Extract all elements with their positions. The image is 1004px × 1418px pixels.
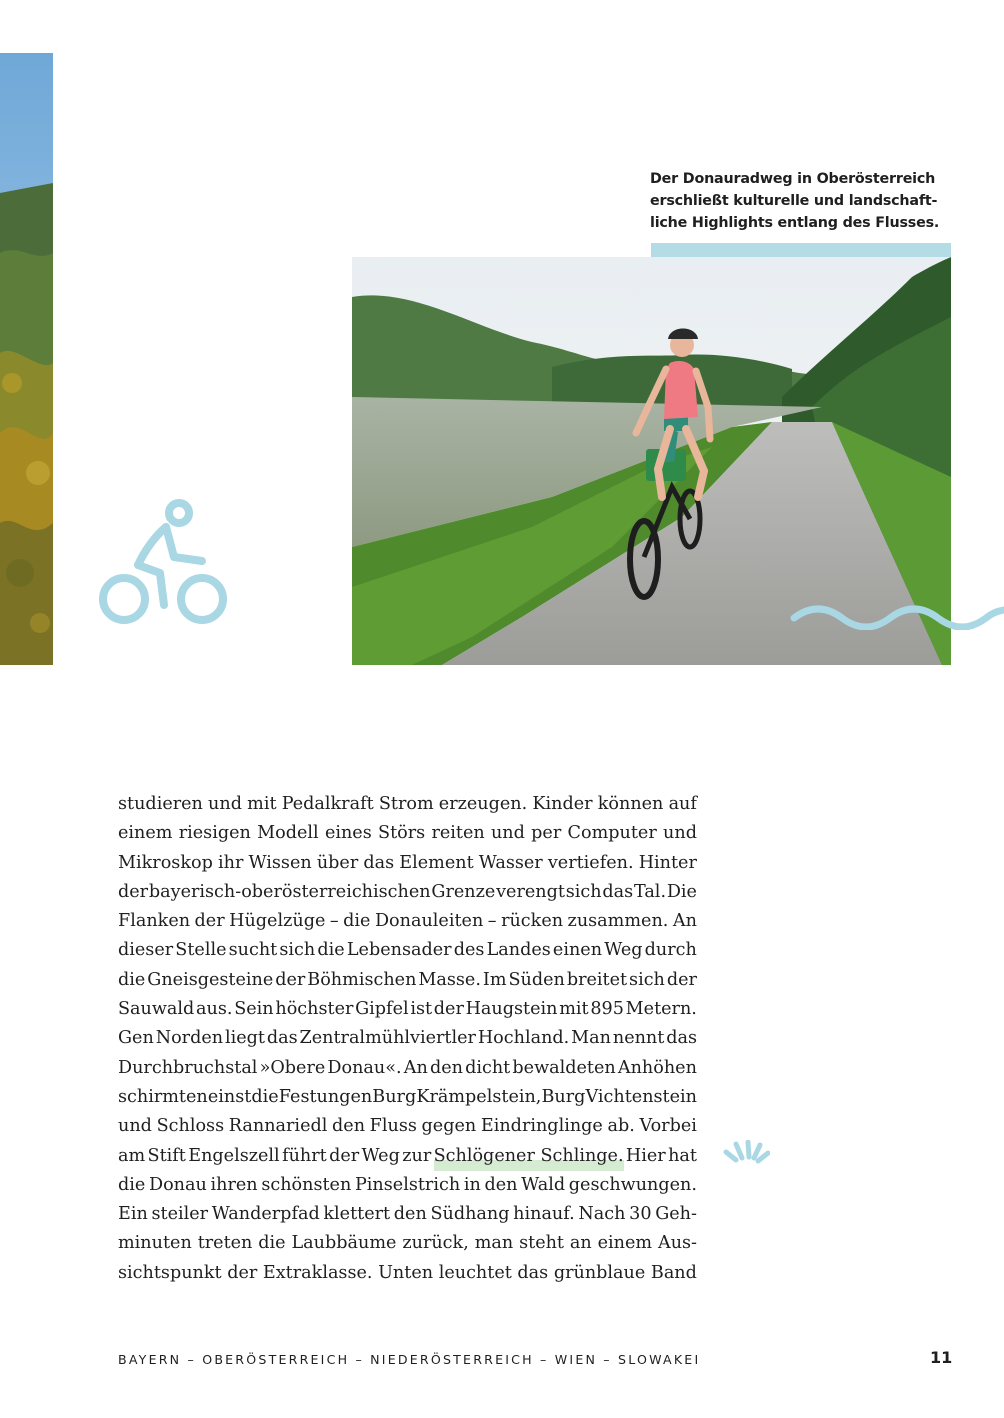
word: steht [519,1233,565,1254]
word: eines [324,823,372,844]
word: Kinder [532,794,593,814]
word: steiler [151,1204,209,1225]
word: Laubbäume [291,1233,397,1254]
word: Burg [372,1086,417,1107]
word: Computer [567,823,657,844]
caption-line: Der Donauradweg in Oberösterreich [650,171,936,187]
word: und [118,1116,152,1137]
word: Strom [378,794,434,814]
word: Element [399,852,474,873]
word: der [118,881,149,902]
word: erzeugen. [438,794,528,814]
word: ihren [210,1174,258,1195]
word: Störs [378,823,426,844]
word: Ein [118,1204,148,1225]
page-number: 11 [930,1348,953,1367]
word: Krämpelstein, [416,1086,542,1107]
caption-line: liche Highlights entlang des Flusses. [650,215,940,231]
word: Gneisgesteine [147,969,274,990]
word: Wanderpfad [211,1204,320,1225]
word: grünblaue [553,1262,646,1283]
word: und [663,823,697,844]
word: der [227,1262,258,1283]
word: einem [597,1233,653,1254]
word: ihr [217,852,244,873]
word: auf [668,794,697,814]
word: Engelszell [188,1145,280,1166]
word: Mikroskop [118,852,213,873]
body-line [118,1259,697,1288]
word: einst [207,1086,252,1107]
word: schönsten [261,1174,352,1195]
word: sich [629,969,665,990]
body-line [118,995,697,1024]
word: gegen [421,1116,477,1137]
word: Haugstein [465,999,558,1020]
word: liegt [224,1028,265,1049]
word: treten [197,1233,253,1254]
word: ist [410,999,433,1020]
word: Aus- [657,1233,697,1254]
word: höchster [275,999,354,1020]
word: können [597,794,664,814]
word: an [569,1233,592,1254]
word: An [403,1057,428,1078]
word: Stelle [175,940,227,961]
word: am [118,1145,146,1166]
word: Weg [604,940,643,961]
word: der [329,1145,360,1166]
word: Lebensader [346,940,452,961]
word: Gipfel [355,999,409,1020]
word: Tal. [633,881,667,902]
body-line [118,1200,697,1229]
word: – [329,911,339,932]
word: Pedalkraft [281,794,374,814]
body-line [118,1024,697,1053]
word: aus. [196,999,233,1020]
caption-line: erschließt kulturelle und landschaft- [650,193,938,209]
word: riesigen [178,823,251,844]
body-line [118,907,697,936]
word: das [266,1028,298,1049]
word: in [463,1174,481,1195]
word: die [118,969,146,990]
word: Stift [147,1145,186,1166]
word: Wissen [248,852,312,873]
word: einem [118,823,173,844]
word: schirmten [118,1086,208,1107]
word: der [275,969,306,990]
word: Hier [625,1145,666,1166]
word: Hügelzüge [229,911,326,932]
word: die [118,1174,146,1195]
word: Durchbruchstal [118,1057,258,1078]
word: »Obere [259,1057,326,1078]
word: zurück, [402,1233,469,1254]
word: geschwungen. [568,1174,697,1195]
body-line [118,1083,697,1112]
body-line [118,1142,697,1171]
word: über [316,852,359,873]
word: vertiefen. [547,852,634,873]
word: Donauleiten [374,911,484,932]
word: Man [571,1028,611,1049]
word: 895 [590,999,624,1020]
word: rücken [501,911,564,932]
word: – [487,911,497,932]
word: breitet [566,969,628,990]
word: der [194,911,225,932]
word: zusammen. [567,911,669,932]
highlighted-place-name: Schlögener Schlinge. [434,1142,624,1171]
word: nennt [612,1028,665,1049]
word: die [317,940,345,961]
word: und [208,794,242,814]
word: Hinter [638,852,697,873]
body-line [118,849,697,878]
word: Nach [578,1204,626,1225]
word: Sauwald [118,999,195,1020]
word: den [332,1116,366,1137]
body-line [118,936,697,965]
word: sich [279,940,316,961]
word: Hochland. [477,1028,570,1049]
word: den [393,1204,427,1225]
word: Landes [486,940,551,961]
word: Fluss [369,1116,417,1137]
word: Festungen [278,1086,373,1107]
word: den [484,1174,518,1195]
word: Schloss [156,1116,225,1137]
left-edge-photo [0,53,53,665]
word: Gen [118,1028,154,1049]
word: Flanken [118,911,191,932]
body-line [118,966,697,995]
word: verengt [496,881,565,902]
word: minuten [118,1233,192,1254]
word: man [474,1233,514,1254]
word: Anhöhen [617,1057,697,1078]
word: bewaldeten [512,1057,616,1078]
word: Burg [541,1086,586,1107]
body-line [118,1112,697,1141]
word: ab. [607,1116,635,1137]
word: und [490,823,525,844]
word: der [666,969,697,990]
word: des [453,940,485,961]
word: das [363,852,395,873]
word: die [251,1086,279,1107]
word: den [429,1057,463,1078]
word: Vorbei [639,1116,697,1137]
word: mit [247,794,277,814]
word: Modell [257,823,319,844]
body-line [118,790,697,819]
word: dieser [118,940,174,961]
word: 30 [629,1204,652,1225]
word: Böhmischen [307,969,417,990]
word: einen [552,940,603,961]
word: das [517,1262,549,1283]
word: leuchtet [438,1262,512,1283]
word: Band [650,1262,697,1283]
word: zur [402,1145,432,1166]
word: Zentralmühlviertler [299,1028,476,1049]
word: Im [482,969,507,990]
word: Donau [148,1174,207,1195]
word: mit [559,999,589,1020]
word: führt [282,1145,327,1166]
wave-decoration-icon [790,600,1004,630]
body-line [118,819,697,848]
running-footer: BAYERN – OBERÖSTERREICH – NIEDERÖSTERREICH – WIEN – SLOWAKEI [118,1352,701,1367]
word: die [343,911,371,932]
word: Südhang [430,1204,510,1225]
word: Donau«. [327,1057,402,1078]
word: An [672,911,697,932]
word: per [531,823,562,844]
word: Eindringlinge [480,1116,603,1137]
word: Süden [508,969,565,990]
word: bayerisch-oberösterreichischen [148,881,431,902]
word: Die [666,881,697,902]
cyclist-icon [94,497,230,625]
word: Norden [155,1028,224,1049]
word: durch [644,940,697,961]
word: Sein [234,999,274,1020]
sun-rays-icon [722,1140,770,1166]
word: Grenze [431,881,496,902]
body-line [118,1229,697,1258]
word: Rannariedl [228,1116,328,1137]
word: Extraklasse. [262,1262,373,1283]
word: studieren [118,794,203,814]
word: Wasser [478,852,543,873]
word: sichtspunkt [118,1262,222,1283]
word: dicht [465,1057,511,1078]
word: Weg [361,1145,400,1166]
body-line [118,1054,697,1083]
word: hinauf. [513,1204,575,1225]
word: das [602,881,634,902]
word: sucht [228,940,278,961]
body-line [118,1171,697,1200]
word: hat [668,1145,697,1166]
word: sich [565,881,602,902]
word: Pinselstrich [354,1174,461,1195]
word: der [433,999,464,1020]
word: die [258,1233,286,1254]
word: klettert [323,1204,391,1225]
body-text [118,790,697,1288]
word: Vichtenstein [585,1086,697,1107]
word: Wald [521,1174,566,1195]
word: Unten [378,1262,434,1283]
caption-accent-bar [651,243,951,257]
word: Masse. [418,969,481,990]
word: das [666,1028,697,1049]
word: Metern. [625,999,697,1020]
word: reiten [431,823,485,844]
word: Geh- [655,1204,697,1225]
photo-caption [650,168,950,234]
body-line [118,878,697,907]
